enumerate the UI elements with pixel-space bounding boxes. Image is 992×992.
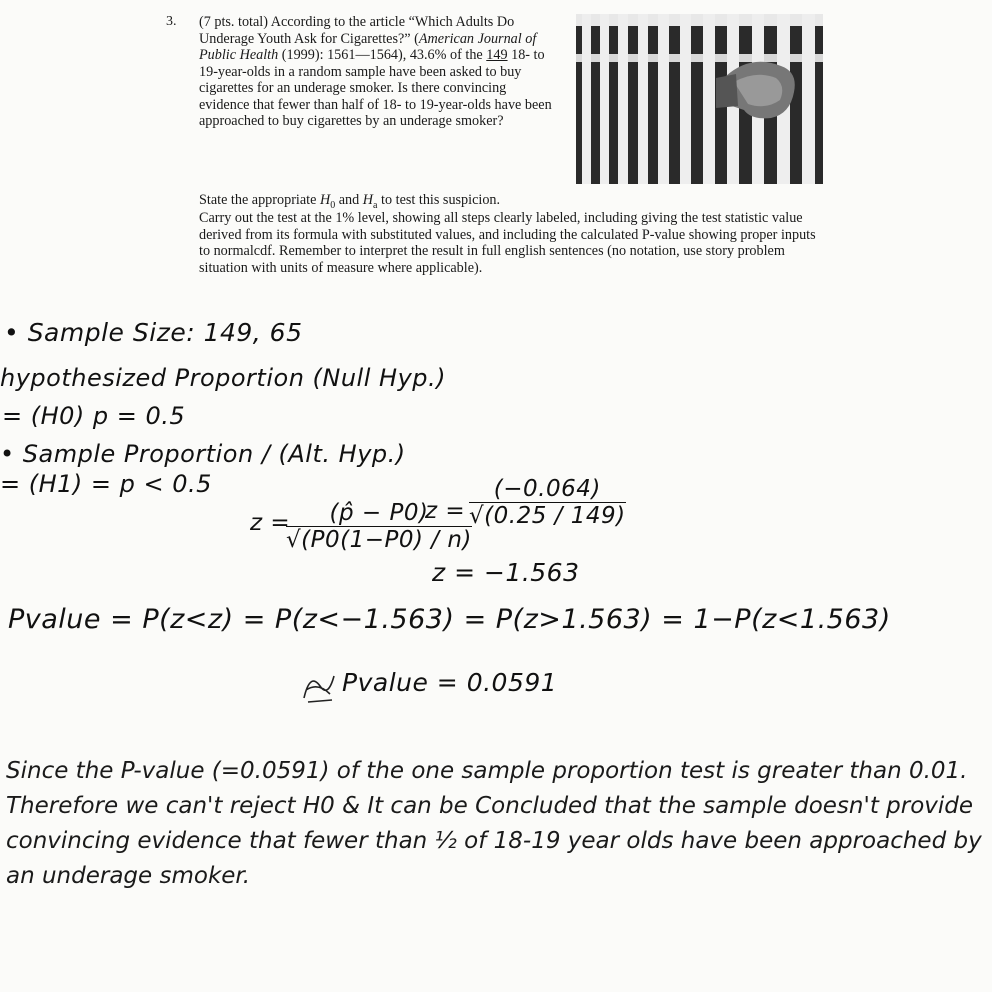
journal-title: American Journal of Public Health (199, 30, 537, 63)
hw-z-sub-denominator: √(0.25 / 149) (469, 503, 626, 529)
question-text: (7 pts. total) According to the article “Which Adults Do Underage Youth Ask for Cigarettes?” (American Journal of Public Health (1999): 1561—1564), 43.6% of the 149 18- to 19-year-olds in a random sample have been asked to buy cigarettes for an underage smoker. Is there convincing evidence that fewer than half of 18- to 19-year-olds have been approached to buy cigarettes by an underage smoker? (199, 14, 552, 129)
sample-size-underlined: 149 (486, 47, 508, 63)
hw-null-hypothesis: = (H0) p = 0.5 (2, 402, 186, 430)
hw-z-sub-numerator: (−0.064) (469, 476, 626, 503)
hw-conclusion: Since the P-value (=0.0591) of the one sample proportion test is greater than 0.01. Therefore we can't reject H0 & It can be Concluded that the sample doesn't provide convincing evidence that fewer than ½ of 18-19 year olds have been approached by an underage smoker. (6, 758, 982, 889)
hw-z-formula-numerator: (p̂ − P0) (286, 500, 472, 527)
hw-alt-hypothesis: = (H1) = p < 0.5 (0, 470, 212, 498)
hw-hypothesized-proportion: hypothesized Proportion (Null Hyp.) (0, 364, 446, 392)
question-number: 3. (166, 14, 177, 29)
hw-sample-size: • Sample Size: 149, 65 (4, 318, 303, 347)
hw-z-formula-denominator: √(P0(1−P0) / n) (286, 527, 472, 553)
scribble-mark (300, 668, 340, 708)
state-hypotheses-line: State the appropriate $H_0$ and $H_a$ to test this suspicion. (199, 192, 501, 211)
hw-sample-proportion: • Sample Proportion / (Alt. Hyp.) (0, 440, 406, 468)
jail-bars-photo (576, 14, 823, 184)
hw-pvalue-result: Pvalue = 0.0591 (342, 668, 558, 697)
hw-z-value: z = −1.563 (432, 558, 580, 587)
instructions-paragraph: Carry out the test at the 1% level, showing all steps clearly labeled, including giving the test statistic value derived from its formula with substituted values, and including the calculated P-value showing proper inputs to normalcdf. Remember to interpret the result in full english sentences (no notation, use story problem situation with units of measure where applicable). (199, 210, 816, 276)
hw-pvalue-expression: Pvalue = P(z<z) = P(z<−1.563) = P(z>1.563) = 1−P(z<1.563) (8, 604, 891, 635)
